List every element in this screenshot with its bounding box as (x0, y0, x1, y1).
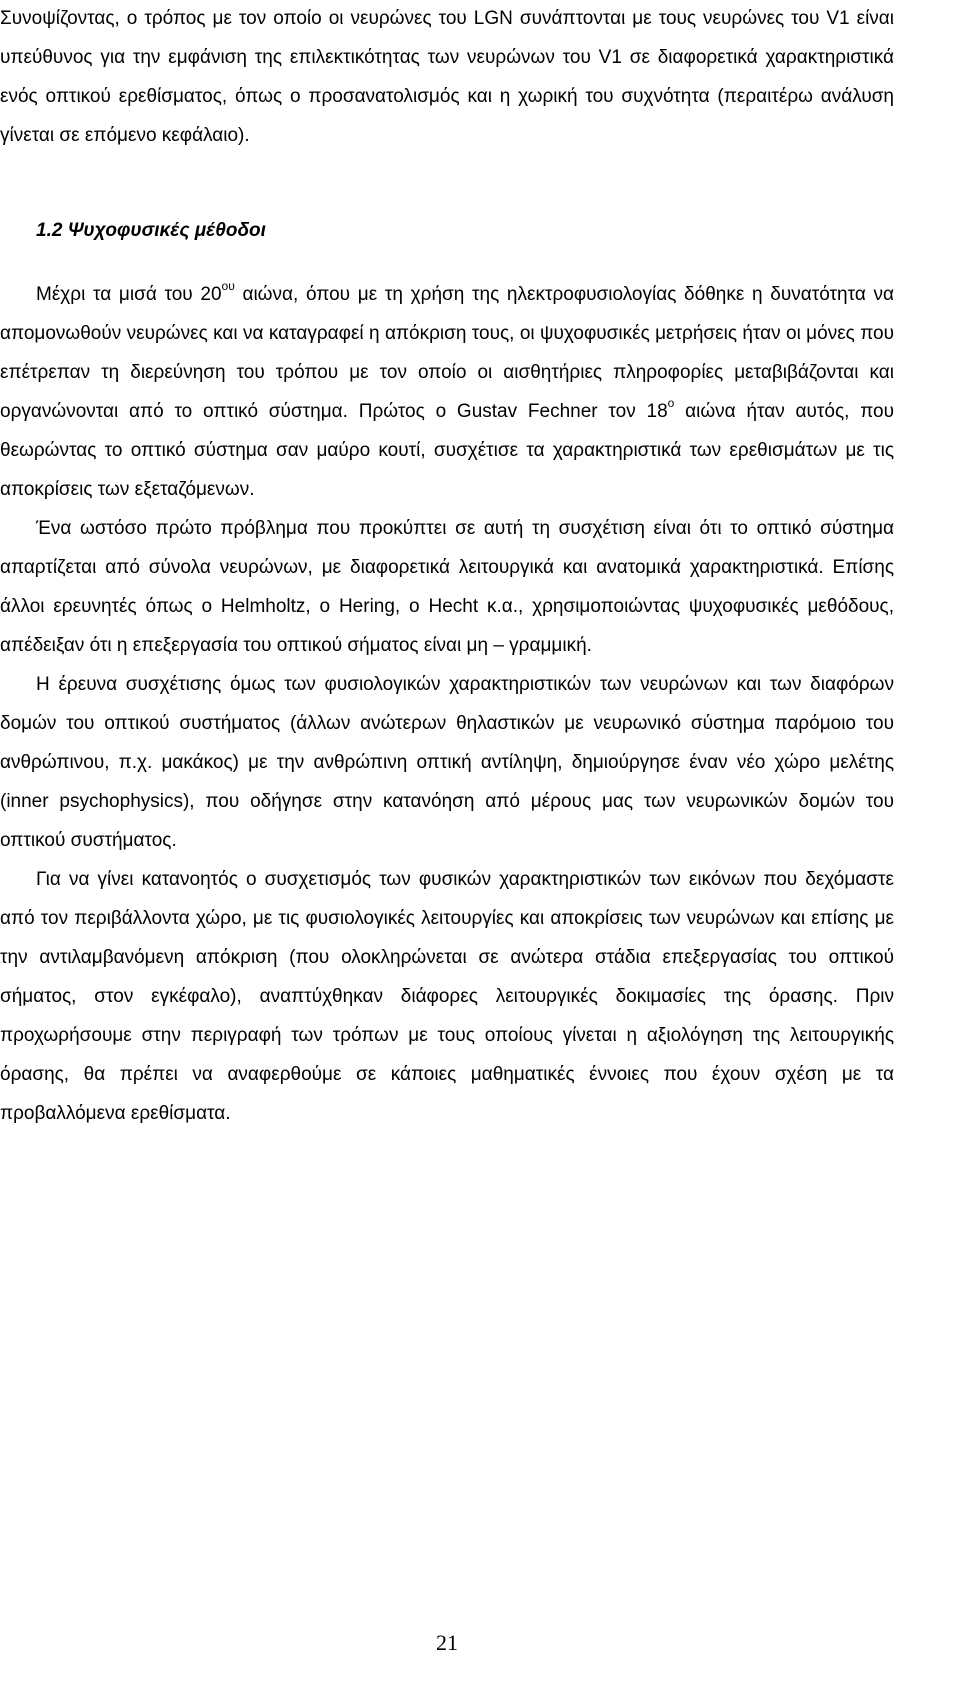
paragraph-history-text-3: αιώνα ήταν αυτός, που θεωρώντας το οπτικό σύστημα σαν μαύρο κουτί, συσχέτισε τα χαρακτηριστικά των ερεθισμάτων με τις αποκρίσεις των εξεταζόμενων. (0, 401, 895, 500)
paragraph-history (0, 275, 894, 509)
section-heading: 1.2 Ψυχοφυσικές μέθοδοι (36, 220, 266, 241)
intro-paragraph: Συνοψίζοντας, ο τρόπος με τον οποίο οι νευρώνες του LGN συνάπτονται με τους νευρώνες του V1 είναι υπεύθυνος για την εμφάνιση της επιλεκτικότητας των νευρώνων του V1 σε διαφορετικά χαρακτηριστικά ενός οπτικού ερεθίσματος, όπως ο προσανατολισμός και η χωρική του συχνότητα (περαιτέρω ανάλυση γίνεται σε επόμενο κεφάλαιο). (0, 8, 894, 146)
paragraph-inner-psychophysics: Η έρευνα συσχέτισης όμως των φυσιολογικών χαρακτηριστικών των νευρώνων και των διαφόρων δομών του οπτικού συστήματος (άλλων ανώτερων θηλαστικών με νευρωνικό σύστημα παρόμοιο του ανθρώπινου, π.χ. μακάκος) με την ανθρώπινη οπτική αντίληψη, δημιούργησε έναν νέο χώρο μελέτης (inner psychophysics), που οδήγησε στην κατανόηση από μέρους μας των νευρωνικών δομών του οπτικού συστήματος. (0, 674, 894, 851)
superscript-ou: ου (221, 278, 235, 293)
paragraph-history-text-2: αιώνα, όπου με τη χρήση της ηλεκτροφυσιολογίας δόθηκε η δυνατότητα να απομονωθούν νευρώνες και να καταγραφεί η απόκριση τους, οι ψυχοφυσικές μετρήσεις ήταν οι μόνες που επέτρεπαν τη διερεύνηση του τρόπου με τον οποίο οι αισθητήριες πληροφορίες μεταβιβάζονται και οργανώνονται από το οπτικό σύστημα. Πρώτος ο Gustav Fechner τον 18 (0, 284, 894, 422)
page-number: 21 (436, 1630, 458, 1655)
superscript-o: ο (667, 395, 675, 410)
paragraph-functional-tests: Για να γίνει κατανοητός ο συσχετισμός των φυσικών χαρακτηριστικών των εικόνων που δεχόμαστε από τον περιβάλλοντα χώρο, με τις φυσιολογικές λειτουργίες και αποκρίσεις των νευρώνων και επίσης με την αντιλαμβανόμενη απόκριση (που ολοκληρώνεται σε ανώτερα στάδια επεξεργασίας του οπτικού σήματος, στον εγκέφαλο), αναπτύχθηκαν διάφορες λειτουργικές δοκιμασίες της όρασης. Πριν προχωρήσουμε στην περιγραφή των τρόπων με τους οποίους γίνεται η αξιολόγηση της λειτουργικής όρασης, θα πρέπει να αναφερθούμε σε κάποιες μαθηματικές έννοιες που έχουν σχέση με τα προβαλλόμενα ερεθίσματα. (0, 869, 894, 1124)
paragraph-problem: Ένα ωστόσο πρώτο πρόβλημα που προκύπτει σε αυτή τη συσχέτιση είναι ότι το οπτικό σύστημα απαρτίζεται από σύνολα νευρώνων, με διαφορετικά λειτουργικά και ανατομικά χαρακτηριστικά. Επίσης άλλοι ερευνητές όπως ο Helmholtz, ο Hering, ο Hecht κ.α., χρησιμοποιώντας ψυχοφυσικές μεθόδους, απέδειξαν ότι η επεξεργασία του οπτικού σήματος είναι μη – γραμμική. (0, 518, 894, 656)
paragraph-history-text-1: Μέχρι τα μισά του 20 (36, 284, 222, 305)
